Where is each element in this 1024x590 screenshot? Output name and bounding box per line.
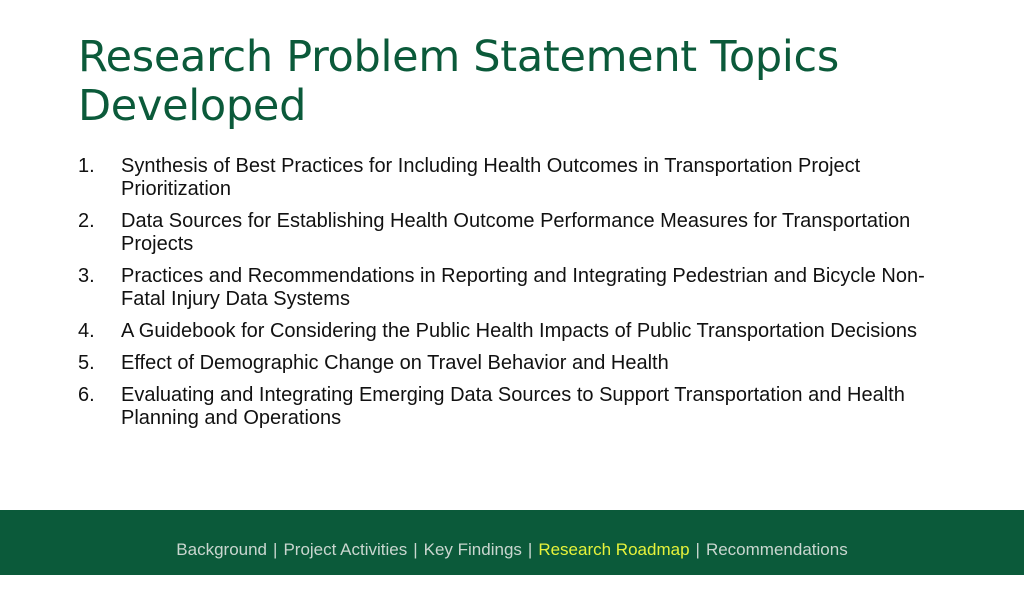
slide-title: Research Problem Statement Topics Developed xyxy=(78,32,839,131)
nav-separator: | xyxy=(273,540,278,559)
topic-item xyxy=(78,265,938,311)
topic-number: 3. xyxy=(78,265,95,287)
topic-number: 6. xyxy=(78,384,95,406)
topic-text: A Guidebook for Considering the Public Health Impacts of Public Transportation Decisions xyxy=(121,320,917,342)
topic-number: 4. xyxy=(78,320,95,342)
topic-item xyxy=(78,320,938,343)
topic-item xyxy=(78,352,938,375)
nav-separator: | xyxy=(527,540,533,559)
topic-text: Data Sources for Establishing Health Outcome Performance Measures for Transportation Projects xyxy=(121,210,911,255)
topic-item xyxy=(78,384,938,430)
nav-separator: | xyxy=(695,540,700,559)
topic-text: Effect of Demographic Change on Travel Behavior and Health xyxy=(121,352,669,374)
topic-number: 5. xyxy=(78,352,95,374)
topic-list xyxy=(78,155,938,439)
footer-bar xyxy=(0,510,1024,575)
nav-link-research-roadmap[interactable]: Research Roadmap xyxy=(538,540,690,559)
nav-link-project-activities[interactable]: Project Activities xyxy=(283,540,408,559)
nav-link-background[interactable]: Background xyxy=(176,540,268,559)
topic-text: Practices and Recommendations in Reporting and Integrating Pedestrian and Bicycle Non-Fatal Injury Data Systems xyxy=(121,265,925,310)
topic-text: Synthesis of Best Practices for Including Health Outcomes in Transportation Project Prioritization xyxy=(121,155,861,200)
topic-item xyxy=(78,210,938,256)
nav-link-recommendations[interactable]: Recommendations xyxy=(705,540,848,559)
nav-link-key-findings[interactable]: Key Findings xyxy=(423,540,522,559)
footer-nav xyxy=(0,510,1024,590)
topic-number: 1. xyxy=(78,155,95,177)
nav-separator: | xyxy=(413,540,418,559)
topic-number: 2. xyxy=(78,210,95,232)
topic-text: Evaluating and Integrating Emerging Data Sources to Support Transportation and Health Planning and Operations xyxy=(121,384,905,429)
topic-item xyxy=(78,155,938,201)
